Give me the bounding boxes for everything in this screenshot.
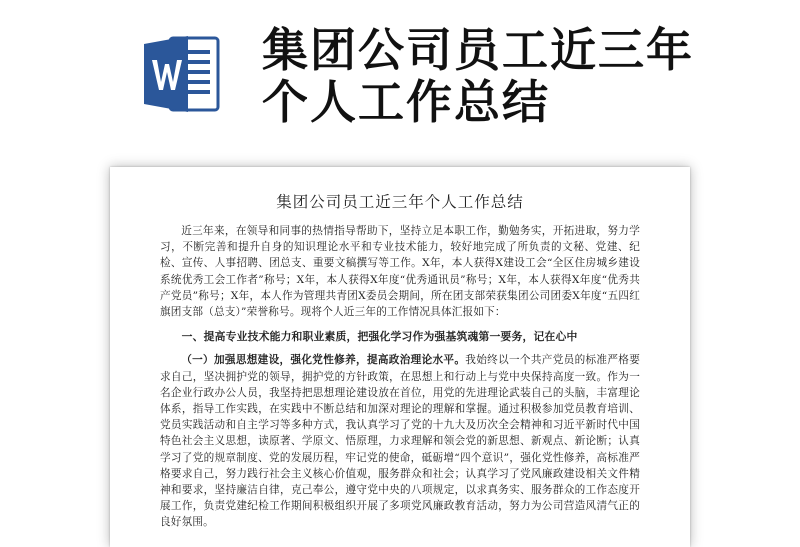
document-title: 集团公司员工近三年个人工作总结	[276, 193, 524, 211]
subsection-paragraph-1	[160, 352, 640, 530]
title-line-2: 个人工作总结	[262, 75, 550, 129]
header	[0, 0, 800, 160]
section-heading-1: 一、提高专业技术能力和职业素质，把强化学习作为强基筑魂第一要务，记在心中	[181, 330, 578, 344]
word-document-icon	[140, 32, 224, 116]
title-line-1: 集团公司员工近三年	[262, 23, 694, 77]
intro-paragraph: 近三年来，在领导和同事的热情指导帮助下，坚持立足本职工作，勤勉务实，开拓进取，努力学习，不断完善和提升自身的知识理论水平和专业技术能力，较好地完成了所负责的文秘、党建、纪检、宣传、人事招聘、团总支、重要文稿撰写等工作。X年，本人获得X建设工会“全区住房城乡建设系统优秀工会工作者”称号；X年，本人获得X年度“优秀通讯员”称号；X年，本人获得X年度“优秀共产党员”称号；X年，本人作为管理共青团X委员会期间，所在团支部荣获集团公司团委X年度“五四红旗团支部（总支）”荣誉称号。现将个人近三年的工作情况具体汇报如下：	[160, 225, 640, 319]
subsection-heading-1: （一）加强思想建设，强化党性修养，提高政治理论水平。	[181, 354, 466, 367]
page-title	[262, 24, 782, 128]
subsection-body-1: 我始终以一个共产党员的标准严格要求自己，坚决拥护党的领导，拥护党的方针政策，在思想上和行动上与党中央保持高度一致。作为一名企业行政办公人员，我坚持把思想理论建设放在首位，用党的先进理论武装自己的头脑，丰富理论体系，指导工作实践，在实践中不断总结和加深对理论的理解和掌握。通过积极参加党员教育培训、党员实践活动和自主学习等多种方式，我认真学习了党的十九大及历次全会精神和习近平新时代中国特色社会主义思想，读原著、学原文、悟原理，力求理解和领会党的新思想、新观点、新论断；认真学习了党的规章制度、党的发展历程，牢记党的使命，砥砺增“四个意识”，强化党性修养，高标准严格要求自己，努力践行社会主义核心价值观，服务群众和社会；认真学习了党风廉政建设相关文件精神和要求，坚持廉洁自律，克己奉公，遵守党中央的八项规定，以求真务实、服务群众的工作态度开展工作，负责党建纪检工作期间积极组织开展了多项党风廉政教育活动，努力为公司营造风清气正的良好氛围。	[160, 354, 640, 529]
document-page	[110, 167, 690, 547]
